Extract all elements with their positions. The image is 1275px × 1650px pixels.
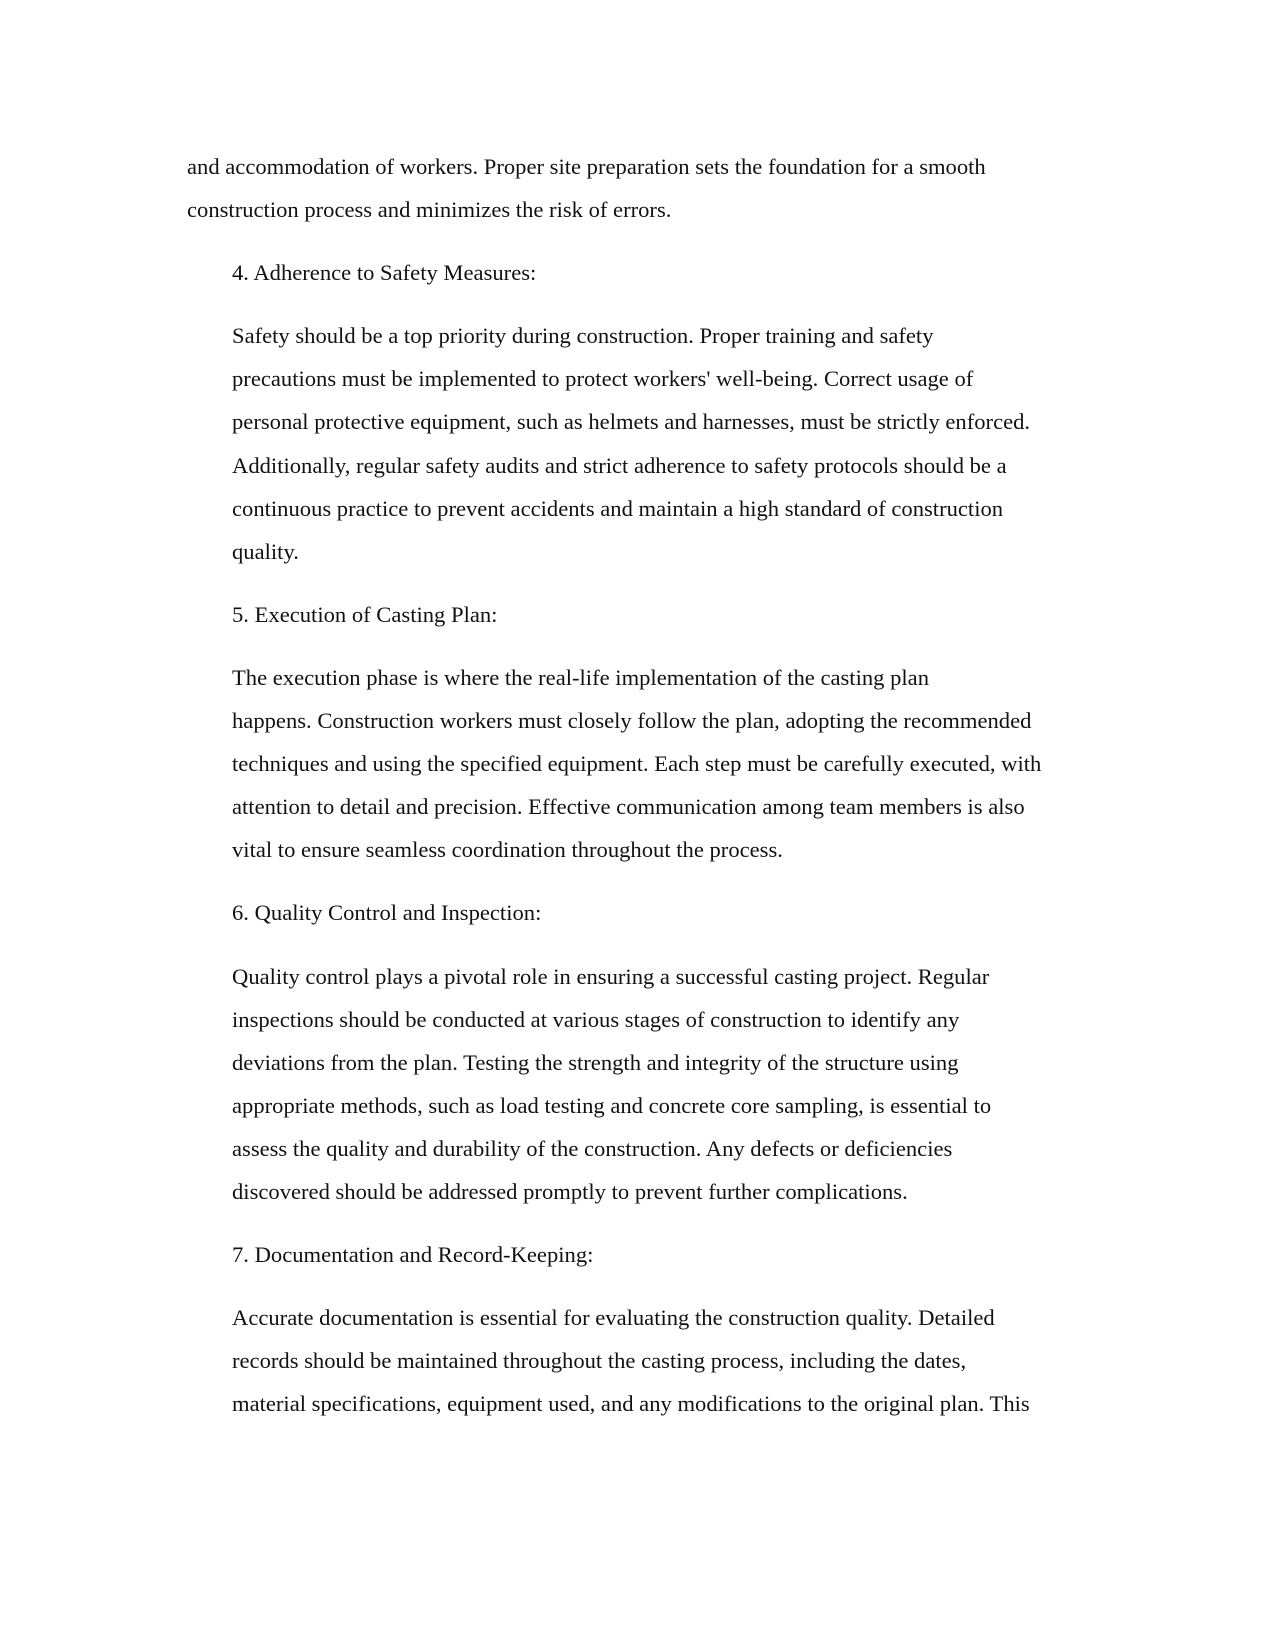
text-line: deviations from the plan. Testing the strength and integrity of the structure using [232,1049,959,1075]
text-line: The execution phase is where the real-life implementation of the casting plan [232,664,930,690]
text-line: techniques and using the specified equipment. Each step must be carefully executed, with [232,751,1042,777]
text-line: Accurate documentation is essential for evaluating the construction quality. Detailed [232,1305,995,1331]
text-line: quality. [232,538,299,564]
paragraph-execution-casting-plan [187,656,1087,871]
text-line: Quality control plays a pivotal role in ensuring a successful casting project. Regular [232,963,990,989]
text-line: continuous practice to prevent accidents and maintain a high standard of construction [232,495,1004,521]
heading-text: 5. Execution of Casting Plan: [232,601,498,627]
text-line: happens. Construction workers must closely follow the plan, adopting the recommended [232,708,1032,734]
text-line: Additionally, regular safety audits and strict adherence to safety protocols should be a [232,452,1007,478]
heading-documentation [187,1233,1087,1276]
paragraph-site-preparation-continued [187,145,1087,231]
document-body [187,145,1087,1445]
paragraph-quality-control [187,955,1087,1214]
text-line: material specifications, equipment used, and any modifications to the original plan. This [232,1391,1030,1417]
heading-execution-casting-plan [187,593,1087,636]
text-line: Safety should be a top priority during construction. Proper training and safety [232,323,934,349]
text-line: discovered should be addressed promptly to prevent further complications. [232,1178,908,1204]
text-line: vital to ensure seamless coordination throughout the process. [232,837,783,863]
text-line: appropriate methods, such as load testing and concrete core sampling, is essential to [232,1092,992,1118]
text-line: construction process and minimizes the risk of errors. [187,197,672,223]
text-line: inspections should be conducted at various stages of construction to identify any [232,1006,960,1032]
text-line: assess the quality and durability of the construction. Any defects or deficiencies [232,1135,953,1161]
heading-quality-control [187,891,1087,934]
heading-text: 4. Adherence to Safety Measures: [232,260,537,286]
text-line: attention to detail and precision. Effective communication among team members is also [232,794,1025,820]
text-line: personal protective equipment, such as helmets and harnesses, must be strictly enforced. [232,409,1031,435]
heading-text: 7. Documentation and Record-Keeping: [232,1242,594,1268]
heading-text: 6. Quality Control and Inspection: [232,900,542,926]
paragraph-documentation [187,1296,1087,1425]
text-line: records should be maintained throughout the casting process, including the dates, [232,1348,967,1374]
paragraph-safety-measures [187,314,1087,573]
text-line: precautions must be implemented to protect workers' well-being. Correct usage of [232,366,974,392]
text-line: and accommodation of workers. Proper site preparation sets the foundation for a smooth [187,154,986,179]
heading-safety-measures [187,251,1087,294]
